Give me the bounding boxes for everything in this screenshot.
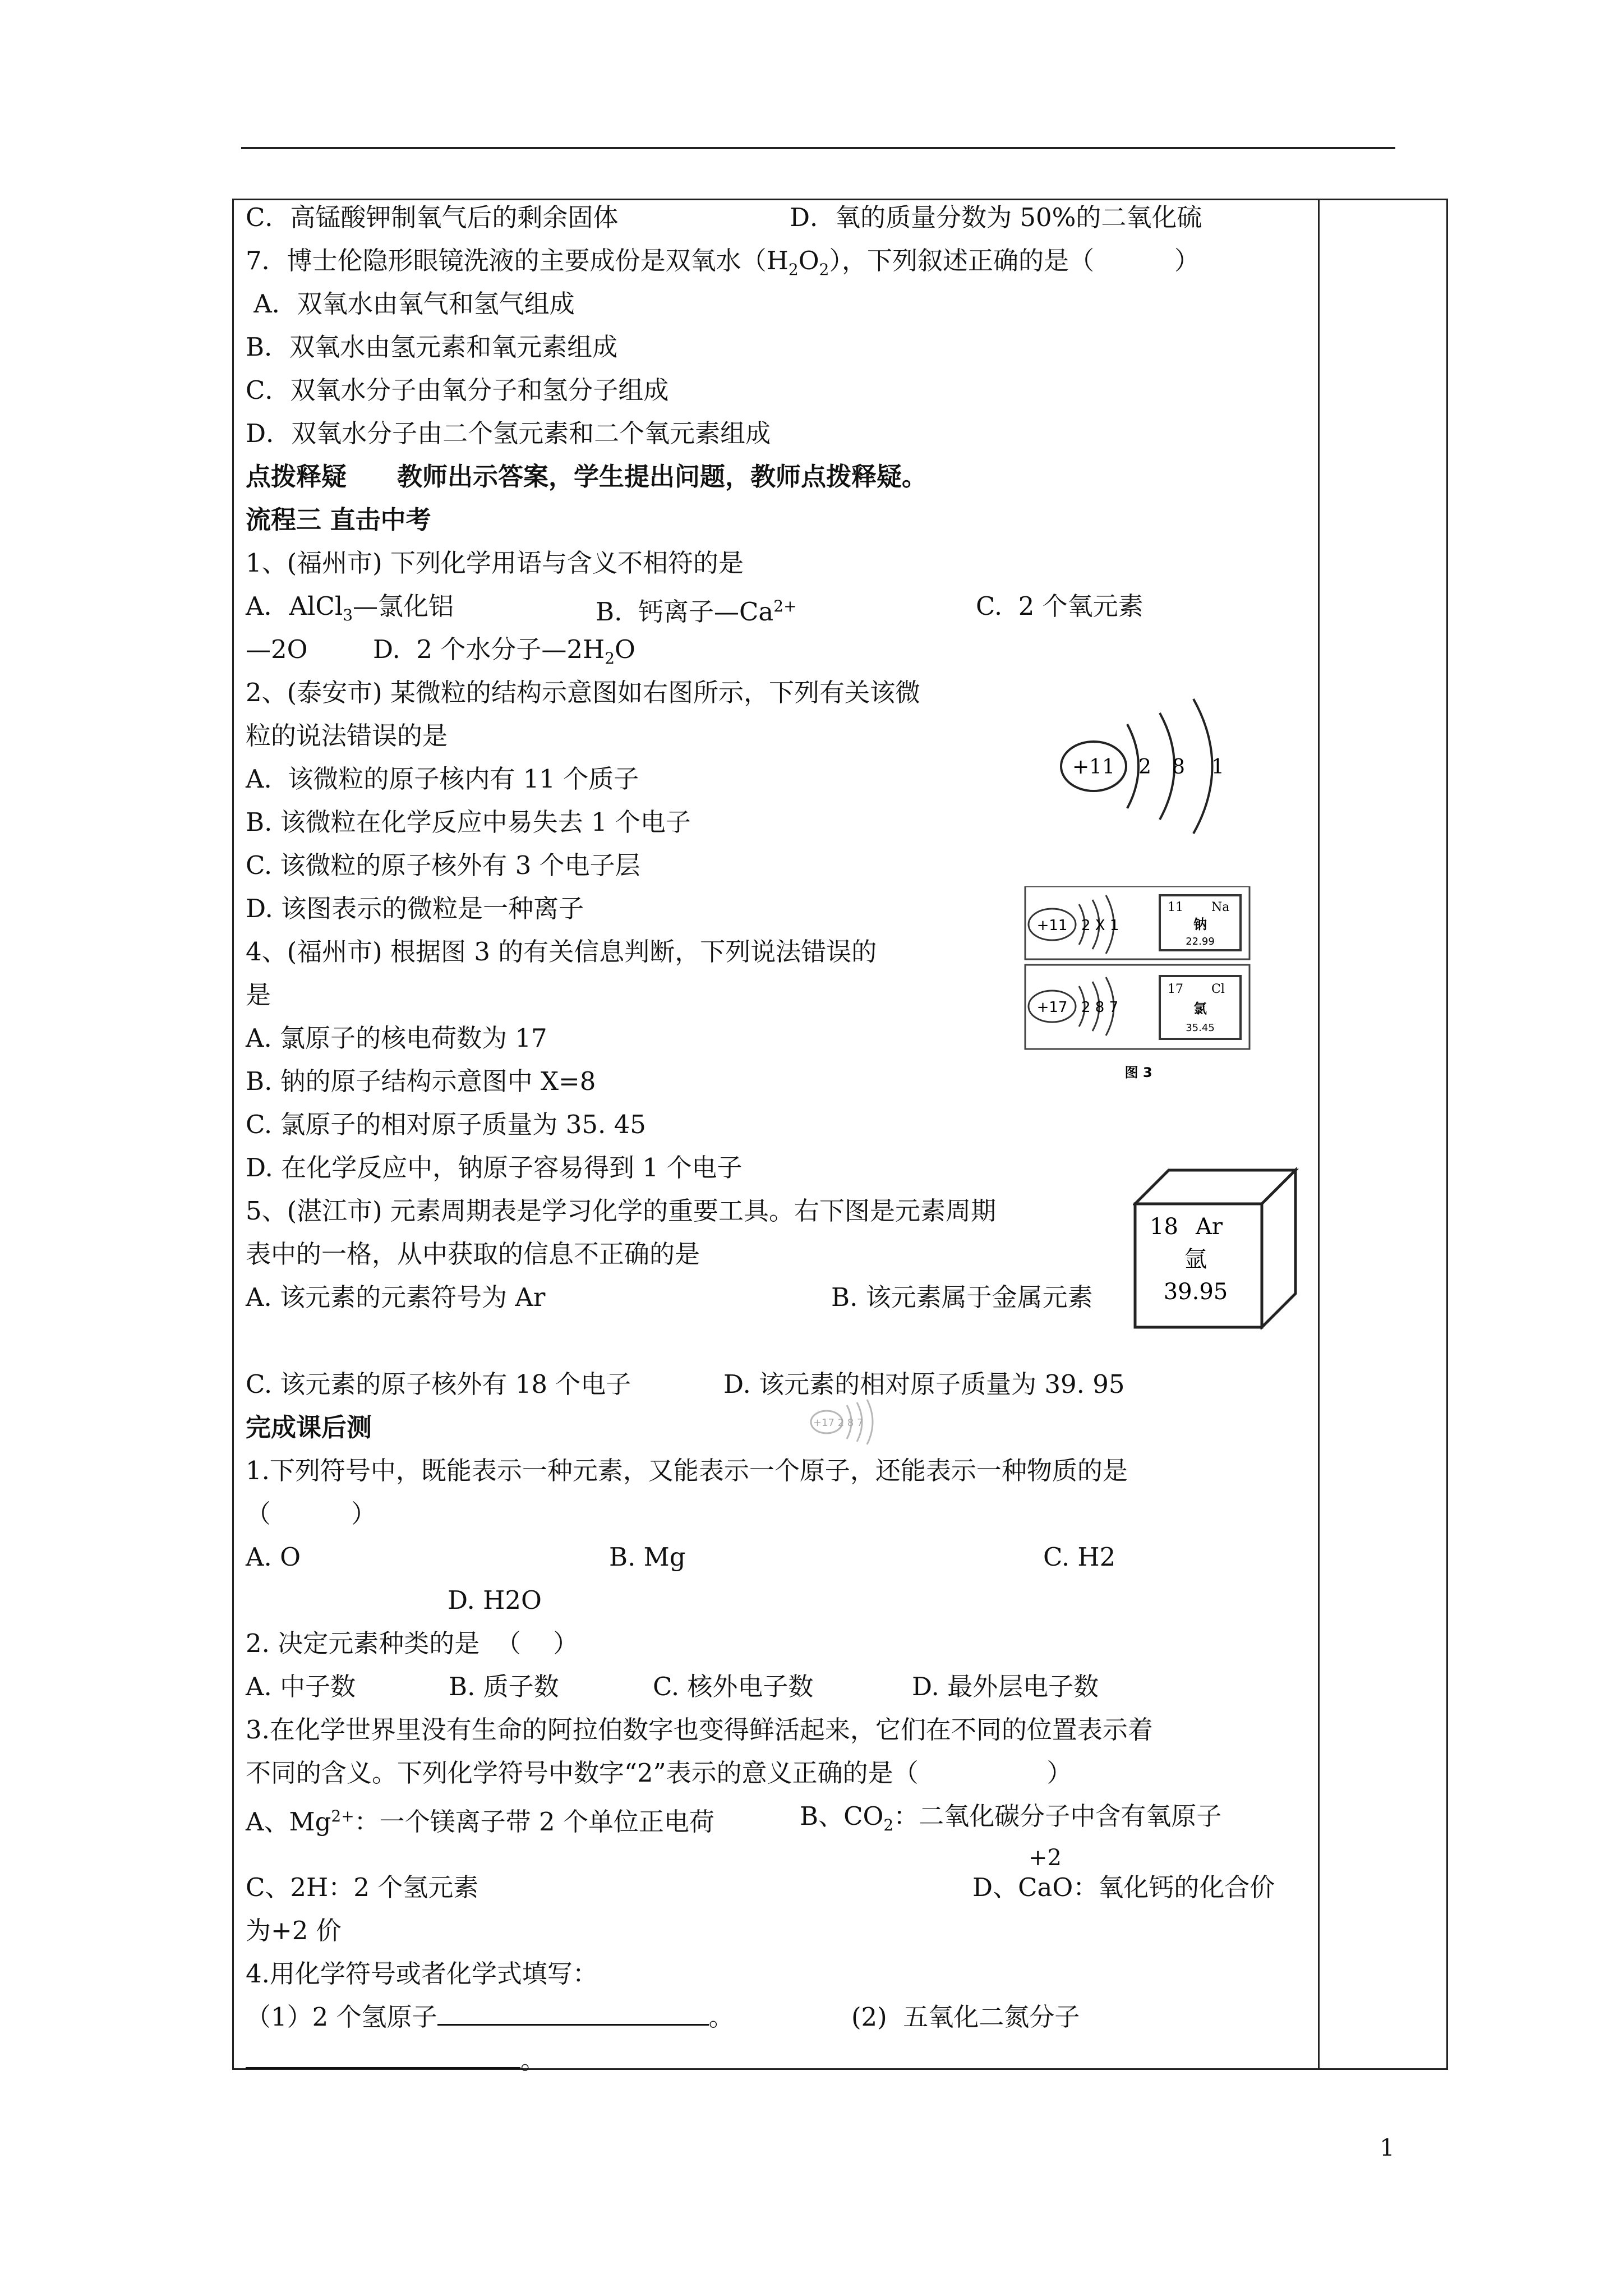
- exam-q2-option-c: C. 该微粒的原子核外有 3 个电子层: [246, 850, 640, 880]
- exam-q4-option-c: C. 氯原子的相对原子质量为 35. 45: [246, 1110, 646, 1139]
- svg-text:Ar: Ar: [1196, 1214, 1223, 1240]
- exam-q2-option-b: B. 该微粒在化学反应中易失去 1 个电子: [246, 807, 691, 837]
- test-q1-option-a: A. O: [246, 1542, 301, 1572]
- test-q3: 3.在化学世界里没有生命的阿拉伯数字也变得鲜活起来，它们在不同的位置表示着: [246, 1715, 1153, 1745]
- test-q1-option-d: D. H2O: [448, 1585, 542, 1615]
- question-7: 7．博士伦隐形眼镜洗液的主要成份是双氧水$(H_2O_2)$，下列叙述正确的是（ ）: [246, 246, 1200, 279]
- exam-q2-option-a: A. 该微粒的原子核内有 11 个质子: [246, 764, 639, 794]
- sodium-atom-diagram: [1060, 693, 1251, 845]
- test-q3-option-b: B、$CO_2$：二氧化碳分子中含有氧原子: [800, 1801, 1222, 1834]
- test-q4-item-2-blank: 。: [246, 2045, 546, 2076]
- svg-text:图 3: 图 3: [1124, 1065, 1152, 1080]
- exam-q1: 1、(福州市) 下列化学用语与含义不相符的是: [246, 548, 744, 578]
- test-q2-option-a: A. 中子数: [246, 1672, 356, 1701]
- q7-option-a: A．双氧水由氧气和氢气组成: [246, 289, 575, 319]
- q7-option-d: D．双氧水分子由二个氢元素和二个氧元素组成: [246, 418, 771, 448]
- test-q1-blank: （ ）: [246, 1499, 377, 1529]
- answer-blank[interactable]: [437, 2001, 709, 2026]
- page-number: 1: [1380, 2134, 1395, 2161]
- exam-q4-option-d: D. 在化学反应中，钠原子容易得到 1 个电子: [246, 1153, 743, 1182]
- svg-text:2 X 1: 2 X 1: [1081, 917, 1119, 934]
- exam-q4: 4、(福州市) 根据图 3 的有关信息判断，下列说法错误的: [246, 937, 877, 967]
- svg-text:+17 2 8 7: +17 2 8 7: [813, 1417, 864, 1429]
- exam-q1-option-a: A．AlCl$_3$—氯化铝: [246, 591, 454, 624]
- test-q3-option-c: C、2H：2 个氢元素: [246, 1872, 479, 1902]
- exam-q4-option-b: B. 钠的原子结构示意图中 X=8: [246, 1066, 596, 1096]
- svg-text:氯: 氯: [1193, 1001, 1207, 1016]
- svg-text:35.45: 35.45: [1186, 1022, 1215, 1034]
- test-q2-option-d: D. 最外层电子数: [912, 1672, 1099, 1701]
- svg-text:1: 1: [1211, 756, 1224, 779]
- exam-q1-option-d: D. 2 个水分子$—2H_2O$: [373, 634, 635, 668]
- svg-text:+11: +11: [1036, 917, 1068, 934]
- svg-text:Na: Na: [1211, 900, 1230, 914]
- option-d: D．氧的质量分数为 50%的二氧化硫: [790, 203, 1202, 232]
- exam-q4-option-a: A. 氯原子的核电荷数为 17: [246, 1023, 547, 1053]
- faint-atom-diagram: [808, 1397, 880, 1447]
- section-title-3: 流程三 直击中考: [246, 505, 431, 535]
- test-q3-option-d: D、CaO：氧化钙的化合价: [972, 1872, 1275, 1902]
- svg-text:39.95: 39.95: [1163, 1279, 1228, 1305]
- exam-q2: 2、(泰安市) 某微粒的结构示意图如右图所示，下列有关该微: [246, 678, 921, 707]
- exam-q1-option-c: C. 2 个氧元素: [976, 591, 1144, 621]
- svg-text:+11: +11: [1072, 756, 1115, 779]
- test-q1: 1.下列符号中，既能表示一种元素，又能表示一个原子，还能表示一种物质的是: [246, 1456, 1128, 1485]
- argon-element-cell: [1133, 1167, 1301, 1329]
- exam-q5-option-b: B. 该元素属于金属元素: [831, 1282, 1093, 1312]
- answer-blank[interactable]: [246, 2045, 520, 2069]
- figure-3-na-cl: [1021, 886, 1256, 1088]
- test-q4-item-1: （1）2 个氢原子 。: [246, 2002, 734, 2032]
- svg-text:氩: 氩: [1184, 1246, 1207, 1272]
- valence-mark: +2: [1029, 1845, 1062, 1871]
- exam-q4-cont: 是: [246, 980, 271, 1010]
- test-q4-item-2: (2) 五氧化二氮分子: [851, 2002, 1080, 2032]
- svg-text:Cl: Cl: [1211, 982, 1225, 996]
- svg-text:22.99: 22.99: [1186, 936, 1215, 947]
- svg-text:2: 2: [1138, 756, 1151, 779]
- test-q1-option-b: B. Mg: [609, 1542, 686, 1572]
- test-q3-option-d-cont: 为+2 价: [246, 1916, 342, 1945]
- test-q2-option-c: C. 核外电子数: [653, 1672, 814, 1701]
- test-q2: 2. 决定元素种类的是 （ ）: [246, 1628, 579, 1658]
- q7-option-c: C．双氧水分子由氧分子和氢分子组成: [246, 375, 669, 405]
- exam-q5-option-a: A. 该元素的元素符号为 Ar: [246, 1282, 546, 1312]
- exam-q1-option-b: B. 钙离子$—Ca^{2+}$: [596, 597, 797, 627]
- exam-q5-option-d: D. 该元素的相对原子质量为 39. 95: [723, 1369, 1125, 1399]
- exam-q5: 5、(湛江市) 元素周期表是学习化学的重要工具。右下图是元素周期: [246, 1196, 997, 1226]
- exam-q5-cont: 表中的一格，从中获取的信息不正确的是: [246, 1239, 700, 1269]
- svg-text:+17: +17: [1036, 999, 1068, 1016]
- exam-q1-option-c-cont: —2O: [246, 634, 308, 664]
- svg-text:17: 17: [1168, 982, 1183, 996]
- svg-text:18: 18: [1150, 1214, 1178, 1240]
- section-hint: 点拨释疑 教师出示答案，学生提出问题，教师点拨释疑。: [246, 462, 928, 491]
- exam-q2-option-d: D. 该图表示的微粒是一种离子: [246, 894, 584, 923]
- exam-q5-option-c: C. 该元素的原子核外有 18 个电子: [246, 1369, 631, 1399]
- option-c: C．高锰酸钾制氧气后的剩余固体: [246, 203, 619, 232]
- test-q3-option-a: A、$Mg^{2+}$：一个镁离子带 2 个单位正电荷: [246, 1807, 714, 1837]
- test-q4: 4.用化学符号或者化学式填写：: [246, 1959, 598, 1989]
- q7-option-b: B．双氧水由氢元素和氧元素组成: [246, 332, 618, 362]
- svg-text:钠: 钠: [1193, 917, 1207, 932]
- test-q1-option-c: C. H2: [1043, 1542, 1116, 1572]
- test-q3-cont: 不同的含义。下列化学符号中数字“2”表示的意义正确的是（ ）: [246, 1758, 1072, 1788]
- exam-q2-cont: 粒的说法错误的是: [246, 721, 448, 751]
- header-rule: [241, 147, 1395, 149]
- test-q2-option-b: B. 质子数: [449, 1672, 559, 1701]
- svg-text:2 8 7: 2 8 7: [1081, 999, 1119, 1016]
- svg-text:8: 8: [1172, 756, 1185, 779]
- svg-text:11: 11: [1168, 900, 1183, 914]
- section-post-test: 完成课后测: [246, 1412, 372, 1442]
- margin-column-divider: [1318, 199, 1320, 2070]
